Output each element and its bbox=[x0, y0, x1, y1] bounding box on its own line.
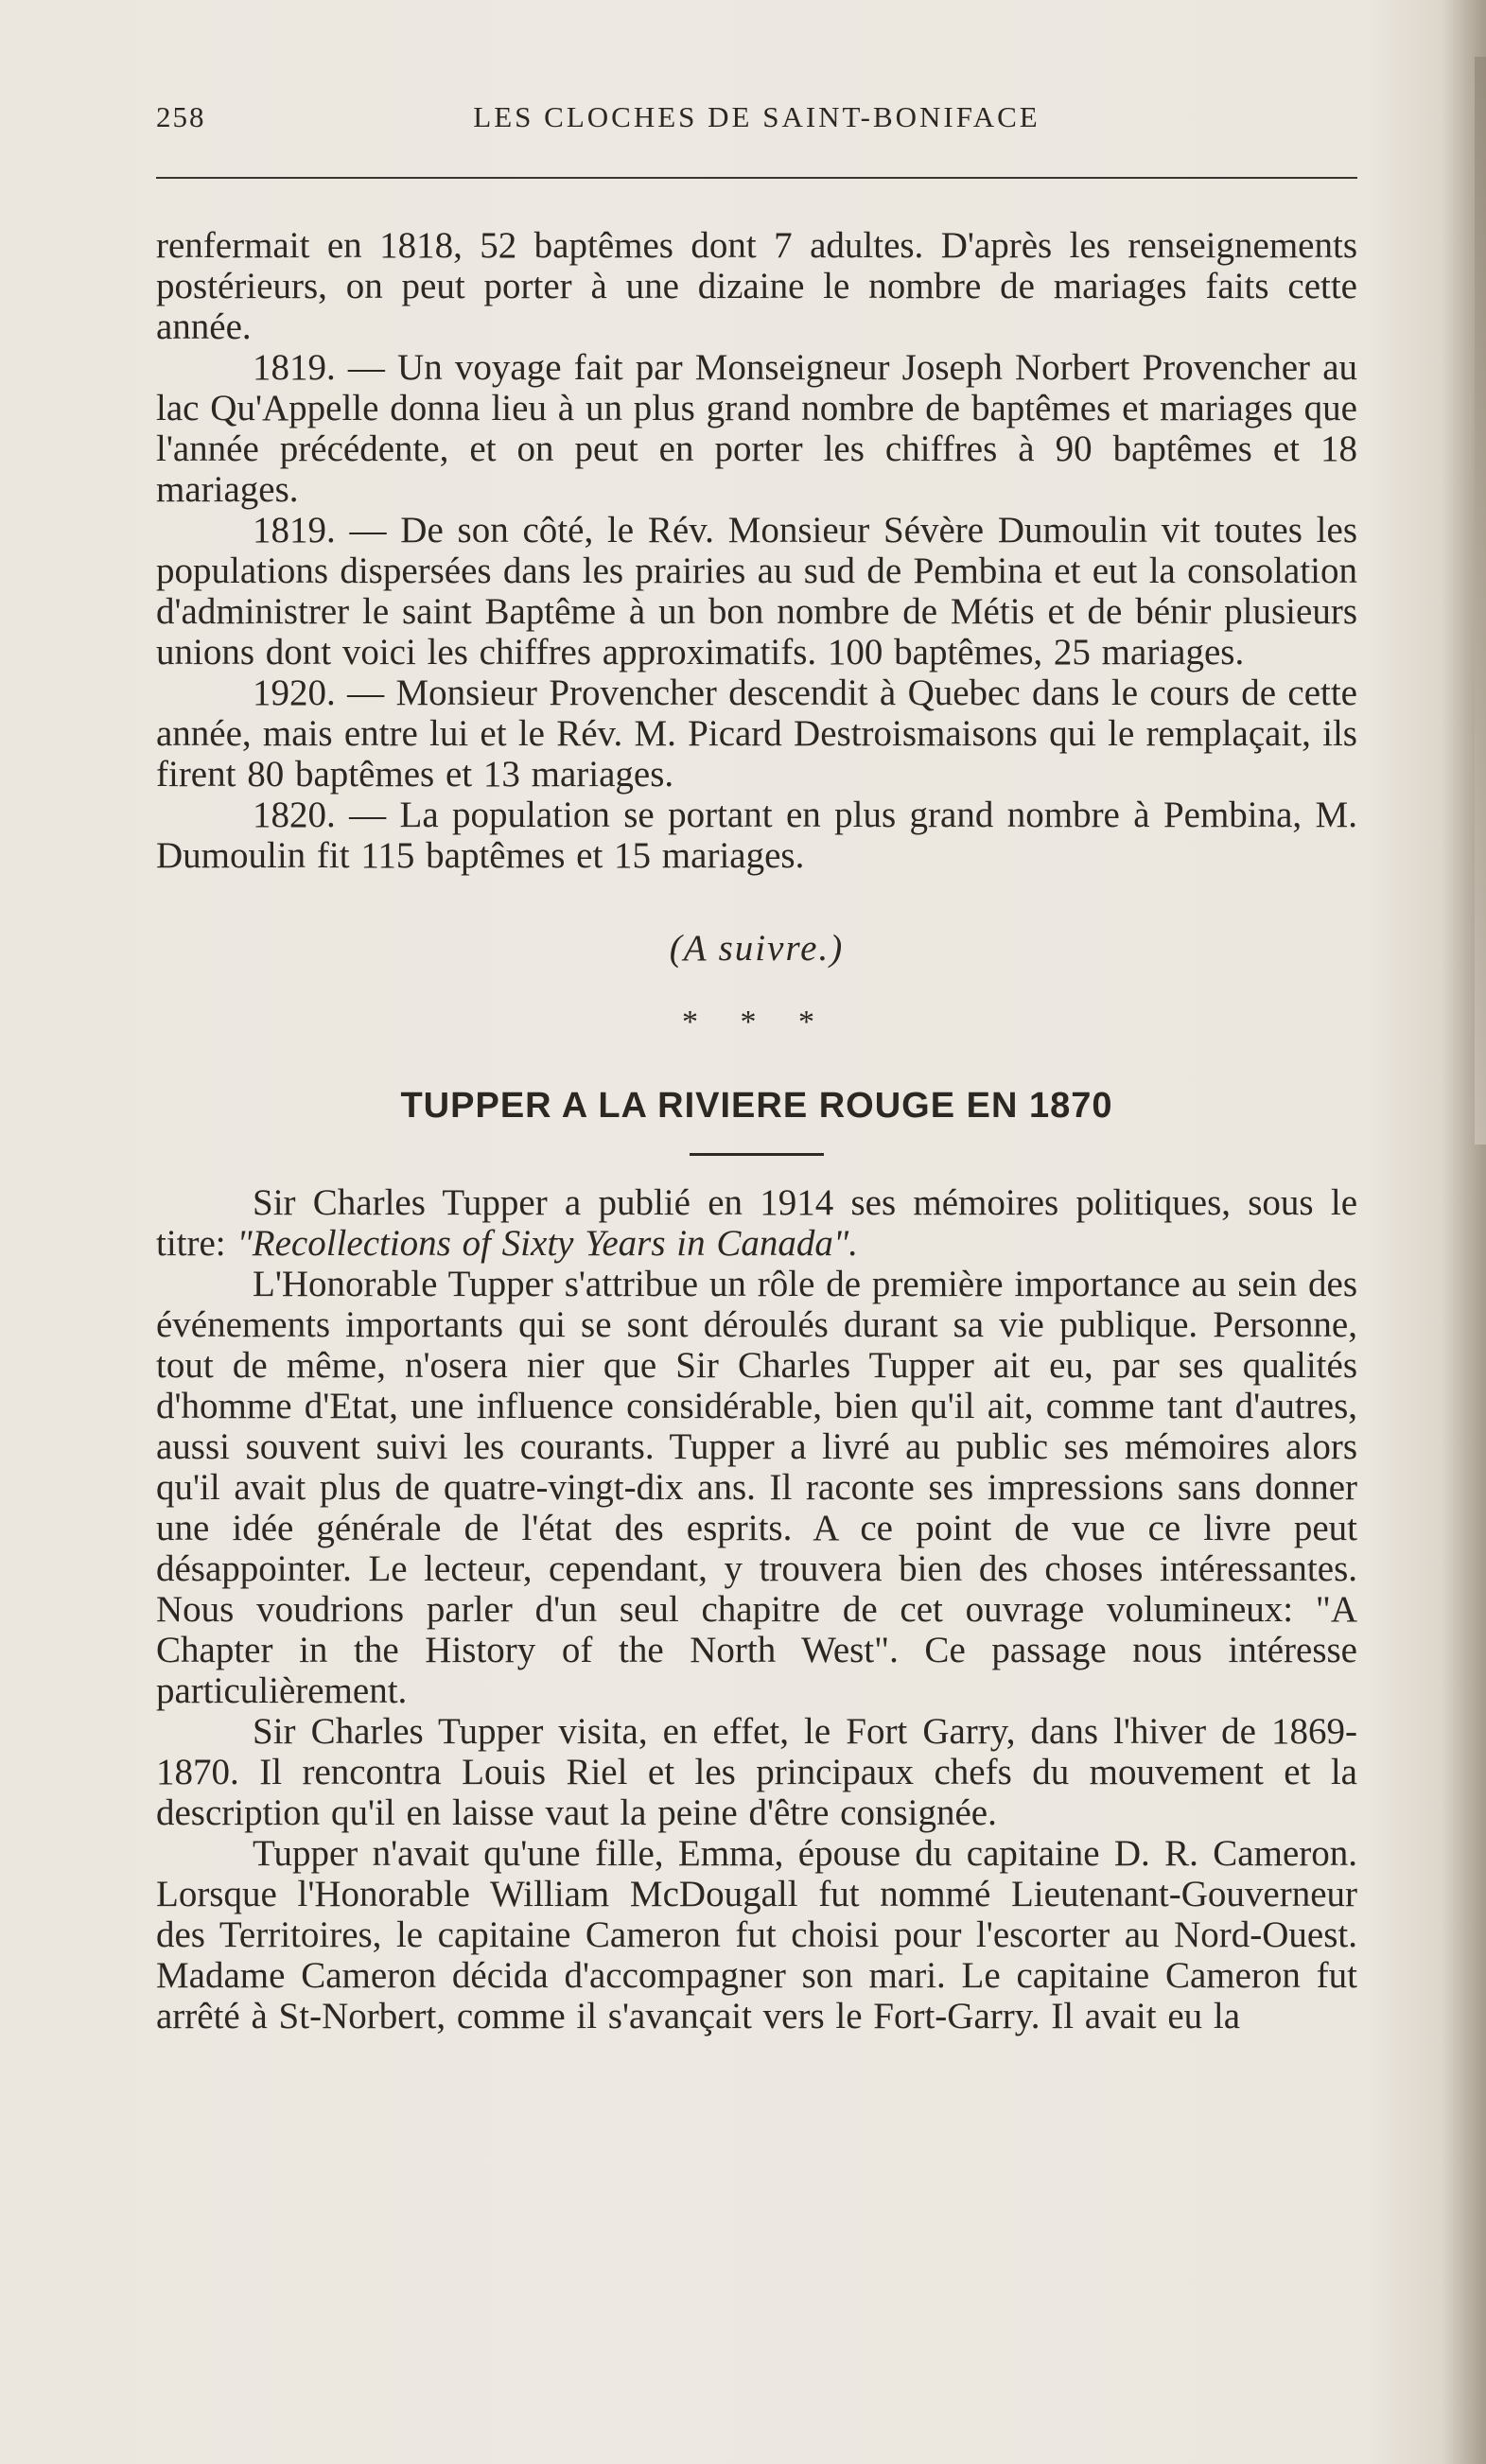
paragraph bbox=[156, 1182, 1357, 1264]
paragraph: 1820. — La population se portant en plus grand nombre à Pembina, M. Dumoulin fit 115 baptêmes et 15 mariages. bbox=[156, 795, 1357, 876]
paragraph: renfermait en 1818, 52 baptêmes dont 7 adultes. D'après les renseignements postérieurs, on peut porter à une dizaine le nombre de mariages faits cette année. bbox=[156, 225, 1357, 347]
paragraph: 1819. — Un voyage fait par Monseigneur Joseph Norbert Provencher au lac Qu'Appelle donna lieu à un plus grand nombre de baptêmes et mariages que l'année précédente, et on peut en porter les chiffres à 90 baptêmes et 18 mariages. bbox=[156, 347, 1357, 510]
running-title: LES CLOCHES DE SAINT-BONIFACE bbox=[473, 100, 1040, 133]
paragraph: Sir Charles Tupper visita, en effet, le Fort Garry, dans l'hiver de 1869-1870. Il rencontra Louis Riel et les principaux chefs du mouvement et la description qu'il en laisse vaut la peine d'être consignée. bbox=[156, 1711, 1357, 1833]
page-number: 258 bbox=[156, 100, 206, 133]
paragraph: 1920. — Monsieur Provencher descendit à Quebec dans le cours de cette année, mais entre lui et le Rév. M. Picard Destroismaisons qui le remplaçait, ils firent 80 baptêmes et 13 mariages. bbox=[156, 673, 1357, 795]
article-title: TUPPER A LA RIVIERE ROUGE EN 1870 bbox=[400, 1086, 1113, 1126]
section-separator: * * * bbox=[682, 1005, 831, 1040]
header-rule bbox=[156, 177, 1357, 179]
paragraph: L'Honorable Tupper s'attribue un rôle de première importance au sein des événements importants qui se sont déroulés durant sa vie publique. Personne, tout de même, n'osera nier que Sir Charles Tupper ait eu, par ses qualités d'homme d'Etat, une influence considérable, bien qu'il ait, comme tant d'autres, aussi souvent suivi les courants. Tupper a livré au public ses mémoires alors qu'il avait plus de quatre-vingt-dix ans. Il raconte ses impressions sans donner une idée générale de l'état des esprits. A ce point de vue ce livre peut désappointer. Le lecteur, cependant, y trouvera bien des choses intéressantes. Nous voudrions parler d'un seul chapitre de cet ouvrage volumineux: "A Chapter in the History of the North West". Ce passage nous intéresse particulièrement. bbox=[156, 1264, 1357, 1711]
tupper-article bbox=[156, 1182, 1357, 2036]
book-title: "Recollections of Sixty Years in Canada". bbox=[236, 1223, 858, 1264]
page-edge-shadow bbox=[1475, 57, 1486, 1145]
page-header bbox=[156, 100, 1357, 142]
paragraph: 1819. — De son côté, le Rév. Monsieur Sévère Dumoulin vit toutes les populations dispersées dans les prairies au sud de Pembina et eut la consolation d'administrer le saint Baptême à un bon nombre de Métis et de bénir plusieurs unions dont voici les chiffres approximatifs. 100 baptêmes, 25 mariages. bbox=[156, 510, 1357, 673]
to-be-continued-note: (A suivre.) bbox=[669, 928, 845, 969]
paragraph-text: Sir Charles Tupper a publié en 1914 ses mémoires politiques, sous le titre: bbox=[156, 1182, 1357, 1264]
title-rule bbox=[690, 1153, 824, 1156]
continued-article bbox=[156, 225, 1357, 876]
paragraph: Tupper n'avait qu'une fille, Emma, épouse du capitaine D. R. Cameron. Lorsque l'Honorable William McDougall fut nommé Lieutenant-Gouverneur des Territoires, le capitaine Cameron fut choisi pour l'escorter au Nord-Ouest. Madame Cameron décida d'accompagner son mari. Le capitaine Cameron fut arrêté à St-Norbert, comme il s'avançait vers le Fort-Garry. Il avait eu la bbox=[156, 1833, 1357, 2036]
